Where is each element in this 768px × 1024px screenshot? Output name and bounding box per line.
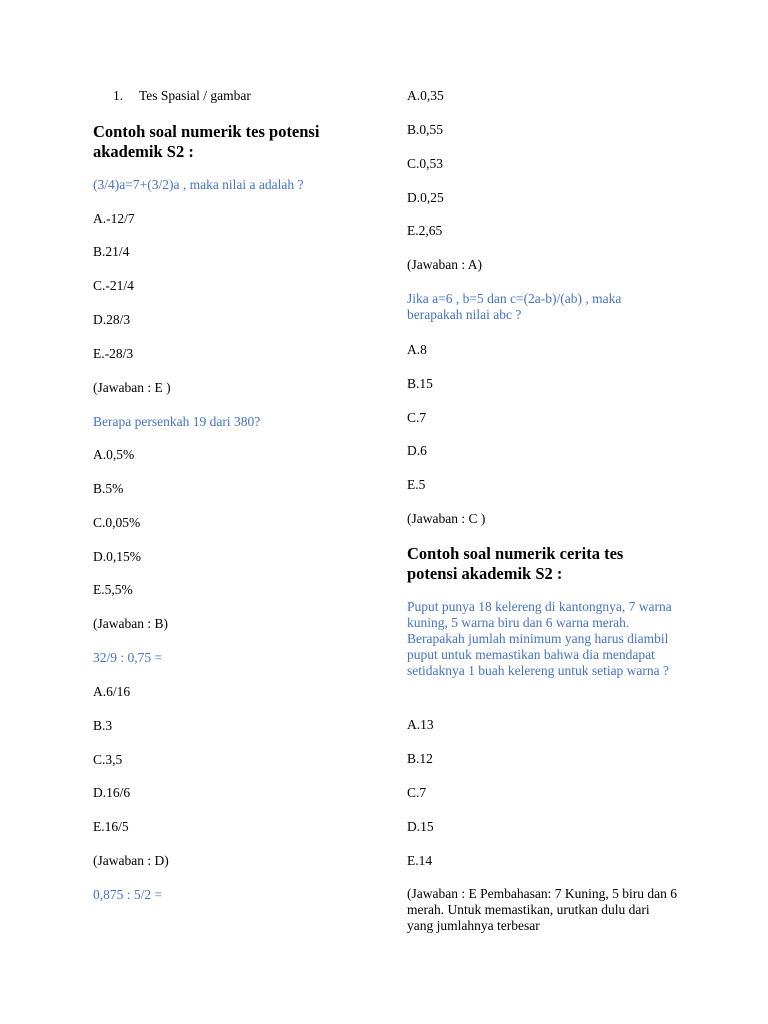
option: C.0,05% <box>93 515 141 530</box>
option: A.-12/7 <box>93 211 135 226</box>
option: E.16/5 <box>93 819 129 834</box>
option: B.21/4 <box>93 244 130 259</box>
list-number: 1. <box>113 88 124 103</box>
answer: (Jawaban : C ) <box>407 511 486 526</box>
option: A.8 <box>407 342 427 357</box>
option: B.5% <box>93 481 124 496</box>
option: E.2,65 <box>407 223 443 238</box>
option: A.0,5% <box>93 447 135 462</box>
section-heading: Contoh soal numerik tes potensi akademik S2 : <box>93 122 320 161</box>
option: D.0,15% <box>93 549 141 564</box>
question-6: Puput punya 18 kelereng di kantongnya, 7 warna kuning, 5 warna biru dan 6 warna merah. Berapakah jumlah minimum yang harus diambil puput untuk memastikan bahwa dia mendapat setidaknya 1 buah kelereng untuk setiap warna ? <box>407 599 672 678</box>
answer: (Jawaban : A) <box>407 257 482 272</box>
option: A.13 <box>407 717 434 732</box>
list-text: Tes Spasial / gambar <box>139 88 251 103</box>
question-3: 32/9 : 0,75 = <box>93 650 163 665</box>
option: A.0,35 <box>407 88 444 103</box>
option: E.5 <box>407 477 426 492</box>
question-5: Jika a=6 , b=5 dan c=(2a-b)/(ab) , maka berapakah nilai abc ? <box>407 291 622 322</box>
option: D.16/6 <box>93 785 131 800</box>
section-heading: Contoh soal numerik cerita tes potensi akademik S2 : <box>407 544 624 583</box>
option: E.-28/3 <box>93 346 134 361</box>
option: C.7 <box>407 410 427 425</box>
option: B.15 <box>407 376 433 391</box>
question-1: (3/4)a=7+(3/2)a , maka nilai a adalah ? <box>93 177 304 192</box>
option: C.-21/4 <box>93 278 134 293</box>
option: A.6/16 <box>93 684 131 699</box>
option: B.3 <box>93 718 113 733</box>
option: E.5,5% <box>93 582 133 597</box>
option: D.6 <box>407 443 427 458</box>
option: D.0,25 <box>407 190 444 205</box>
option: E.14 <box>407 853 433 868</box>
option: B.0,55 <box>407 122 444 137</box>
answer-explanation: (Jawaban : E Pembahasan: 7 Kuning, 5 biru dan 6 merah. Untuk memastikan, urutkan dulu dari yang jumlahnya terbesar <box>407 886 677 933</box>
option: C.0,53 <box>407 156 444 171</box>
answer: (Jawaban : B) <box>93 616 168 631</box>
option: C.3,5 <box>93 752 123 767</box>
question-2: Berapa persenkah 19 dari 380? <box>93 414 261 429</box>
answer: (Jawaban : D) <box>93 853 169 868</box>
option: D.15 <box>407 819 434 834</box>
option: C.7 <box>407 785 427 800</box>
question-4: 0,875 : 5/2 = <box>93 887 163 902</box>
option: D.28/3 <box>93 312 131 327</box>
option: B.12 <box>407 751 433 766</box>
answer: (Jawaban : E ) <box>93 380 171 395</box>
